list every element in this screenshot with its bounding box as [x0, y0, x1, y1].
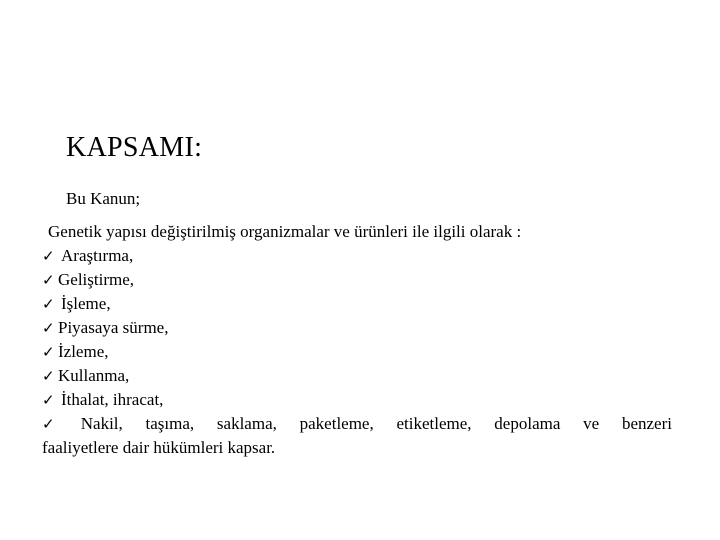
last-item-word: benzeri: [621, 414, 672, 433]
list-item-label: Kullanma,: [58, 366, 130, 385]
list-item-label: İthalat, ihracat,: [61, 390, 164, 409]
list-item-label: Geliştirme,: [58, 270, 135, 289]
last-item-word: Nakil,: [80, 414, 123, 433]
checkmark-icon: ✓: [42, 367, 55, 385]
last-item-word: paketleme,: [299, 414, 374, 433]
last-item-line1: [42, 412, 672, 436]
last-item-word: taşıma,: [145, 414, 195, 433]
list-item: [42, 268, 674, 292]
checkmark-icon: ✓: [42, 295, 55, 313]
checkmark-icon: ✓: [42, 271, 55, 289]
checkmark-icon: ✓: [42, 391, 55, 409]
last-item-word: etiketleme,: [396, 414, 472, 433]
last-item-word: depolama: [494, 414, 561, 433]
list-item: [42, 244, 674, 268]
last-item-word: saklama,: [216, 414, 277, 433]
list-item: [42, 388, 674, 412]
slide-title: KAPSAMI:: [66, 132, 203, 163]
checkmark-icon: ✓: [42, 247, 55, 265]
list-item-last: [42, 412, 672, 460]
intro-text: Bu Kanun;: [66, 189, 141, 208]
list-item-label: İzleme,: [58, 342, 109, 361]
lead-text: Genetik yapısı değiştirilmiş organizmalar ve ürünleri ile ilgili olarak :: [48, 222, 522, 241]
checkmark-icon: ✓: [42, 415, 55, 433]
list-item-label: Araştırma,: [61, 246, 134, 265]
list-item: [42, 316, 674, 340]
list-item-label: İşleme,: [61, 294, 111, 313]
list-item: [42, 364, 674, 388]
list-item-label: Piyasaya sürme,: [58, 318, 169, 337]
checkmark-icon: ✓: [42, 319, 55, 337]
last-item-word: ve: [583, 414, 600, 433]
list-item: [42, 340, 674, 364]
last-item-line2: faaliyetlere dair hükümleri kapsar.: [42, 438, 276, 457]
list-item: [42, 292, 674, 316]
checkmark-icon: ✓: [42, 343, 55, 361]
scope-list: [42, 244, 674, 412]
